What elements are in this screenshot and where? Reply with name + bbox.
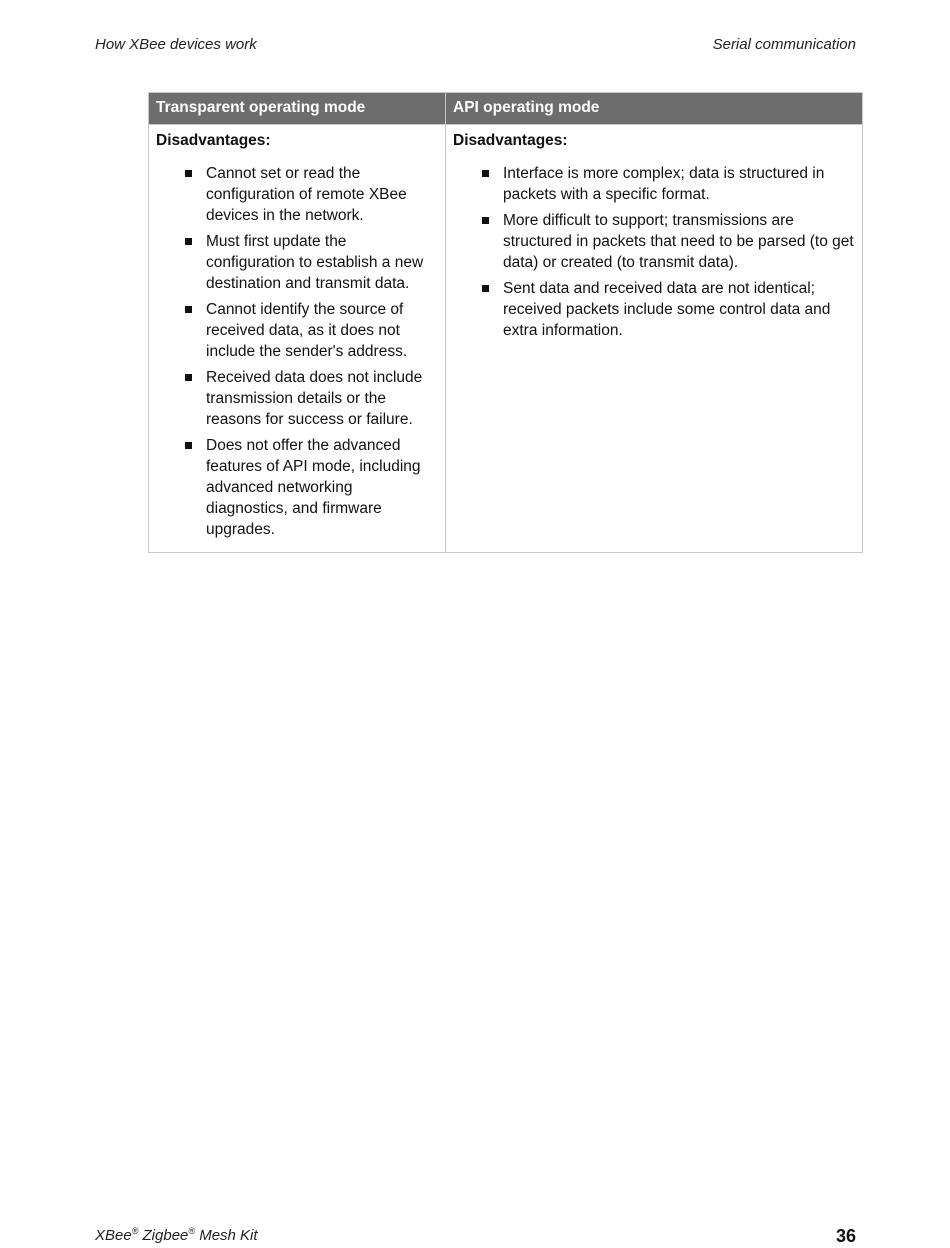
square-bullet-icon [185,238,192,245]
column-header-api: API operating mode [446,93,863,125]
product-name-part: XBee [95,1227,132,1244]
list-item-text: Received data does not include transmission details or the reasons for success or failure. [206,369,423,428]
list-item [156,231,438,294]
product-name-part: Zigbee [138,1227,189,1244]
list-item [453,278,855,341]
square-bullet-icon [482,170,489,177]
list-item-text: Interface is more complex; data is structured in packets with a specific format. [503,165,825,203]
registered-mark: ® [131,1226,139,1236]
list-item [156,367,438,430]
bullet-list [453,163,855,341]
transparent-disadvantages-cell [149,125,446,553]
square-bullet-icon [185,306,192,313]
product-name-part: Mesh Kit [195,1227,258,1244]
product-name [95,1226,258,1244]
list-item-text: Cannot identify the source of received data, as it does not include the sender's address. [206,301,408,360]
chapter-title: How XBee devices work [95,36,257,53]
list-item-text: Cannot set or read the configuration of remote XBee devices in the network. [206,165,407,224]
square-bullet-icon [185,442,192,449]
square-bullet-icon [185,170,192,177]
square-bullet-icon [185,374,192,381]
list-item [156,299,438,362]
square-bullet-icon [482,285,489,292]
api-disadvantages-cell [446,125,863,553]
registered-mark: ® [188,1226,196,1236]
list-item-text: Sent data and received data are not identical; received packets include some control data and extra information. [503,280,831,339]
list-item [453,210,855,273]
square-bullet-icon [482,217,489,224]
bullet-list [156,163,438,540]
list-item [156,435,438,540]
list-item [453,163,855,205]
table-header-row [149,93,863,125]
mode-comparison-table [148,92,863,553]
table-row [149,125,863,553]
list-item-text: Must first update the configuration to establish a new destination and transmit data. [206,233,424,292]
list-item-text: Does not offer the advanced features of API mode, including advanced networking diagnostics, and firmware upgrades. [206,437,421,538]
list-item-text: More difficult to support; transmissions are structured in packets that need to be parsed (to get data) or created (to transmit data). [503,212,854,271]
cell-title: Disadvantages: [156,132,271,149]
list-item [156,163,438,226]
cell-title: Disadvantages: [453,132,568,149]
column-header-transparent: Transparent operating mode [149,93,446,125]
page-number: 36 [835,1226,856,1246]
section-title: Serial communication [712,36,856,53]
